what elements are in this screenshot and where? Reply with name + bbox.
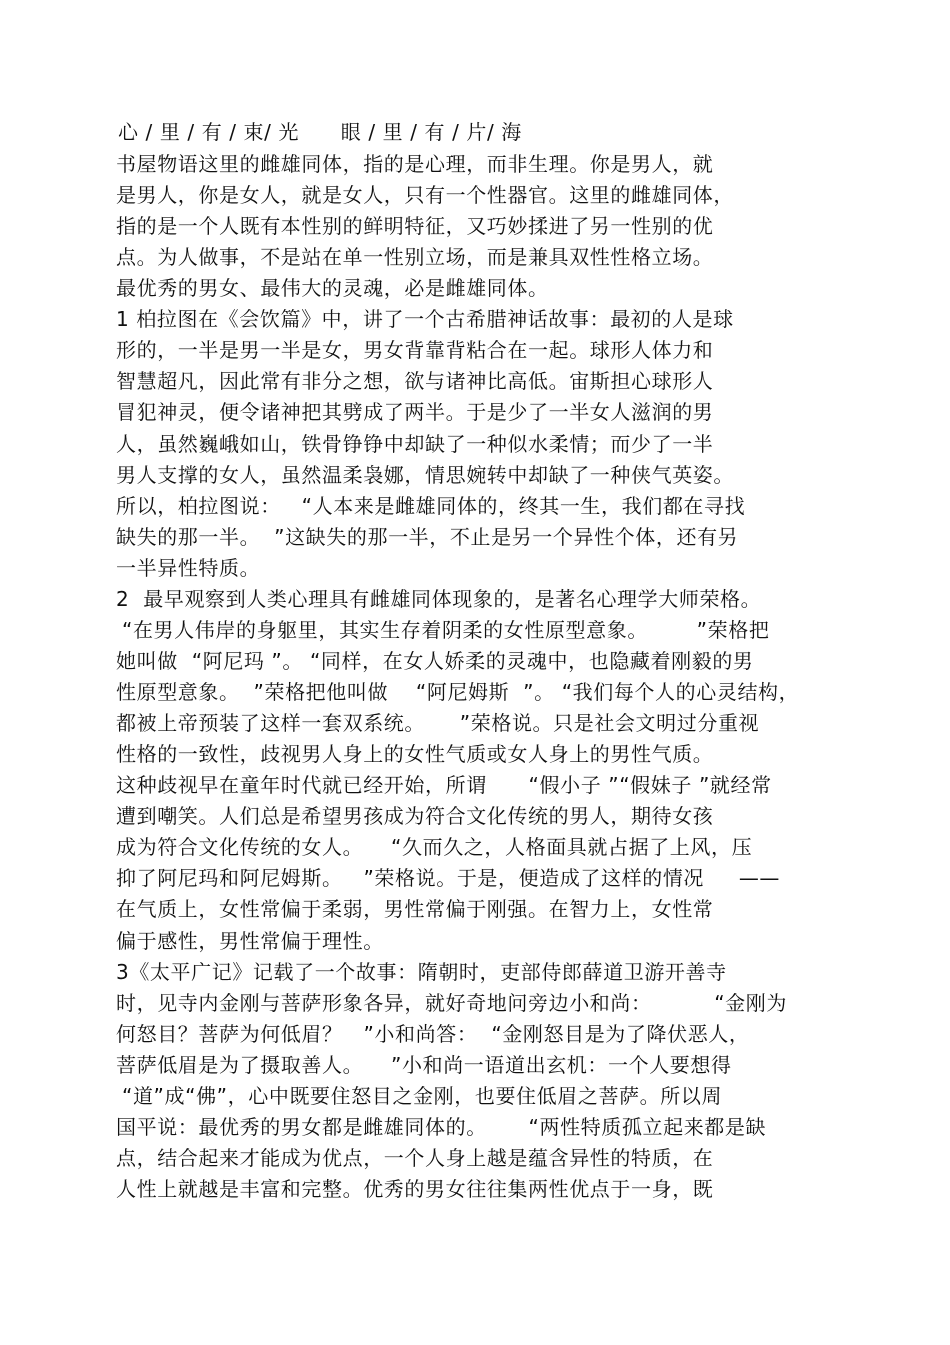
paragraph-line: 性格的一致性，歧视男人身上的女性气质或女人身上的男性气质。 (116, 742, 714, 766)
paragraph-line: 抑了阿尼玛和阿尼姆斯。 ”荣格说。于是，便造成了这样的情况 —— (116, 866, 781, 890)
paragraph-line: 男人支撑的女人，虽然温柔袅娜，情思婉转中却缺了一种侠气英姿。 (116, 463, 734, 487)
paragraph-line: 是男人，你是女人，就是女人，只有一个性器官。这里的雌雄同体， (116, 183, 734, 207)
paragraph-line: 都被上帝预装了这样一套双系统。 ”荣格说。只是社会文明过分重视 (116, 711, 760, 735)
document-title: 心 / 里 / 有 / 束/ 光 眼 / 里 / 有 / 片/ 海 (118, 120, 522, 144)
paragraph-line: 菩萨低眉是为了摄取善人。 ”小和尚一语道出玄机：一个人要想得 (116, 1053, 732, 1077)
paragraph-line: “道”成“佛”，心中既要住怒目之金刚，也要住低眉之菩萨。所以周 (122, 1084, 723, 1108)
paragraph-line: 2 最早观察到人类心理具有雌雄同体现象的，是著名心理学大师荣格。 (116, 587, 762, 611)
paragraph-line: 所以，柏拉图说： “人本来是雌雄同体的，终其一生，我们都在寻找 (116, 494, 746, 518)
paragraph-line: 智慧超凡，因此常有非分之想，欲与诸神比高低。宙斯担心球形人 (116, 369, 714, 393)
paragraph-line: 点，结合起来才能成为优点，一个人身上越是蕴含异性的特质，在 (116, 1146, 714, 1170)
paragraph-line: 书屋物语这里的雌雄同体，指的是心理，而非生理。你是男人，就 (116, 152, 714, 176)
paragraph-line: 时，见寺内金刚与菩萨形象各异，就好奇地问旁边小和尚： “金刚为 (116, 991, 787, 1015)
paragraph-line: 她叫做 “阿尼玛 ”。 “同样，在女人娇柔的灵魂中，也隐藏着刚毅的男 (116, 649, 754, 673)
paragraph-line: 性原型意象。 ”荣格把他叫做 “阿尼姆斯 ”。 “我们每个人的心灵结构， (116, 680, 800, 704)
paragraph-line: 最优秀的男女、最伟大的灵魂，必是雌雄同体。 (116, 276, 549, 300)
paragraph-line: 在气质上，女性常偏于柔弱，男性常偏于刚强。在智力上，女性常 (116, 897, 714, 921)
paragraph-line: “在男人伟岸的身躯里，其实生存着阴柔的女性原型意象。 ”荣格把 (122, 618, 770, 642)
paragraph-line: 指的是一个人既有本性别的鲜明特征，又巧妙揉进了另一性别的优 (116, 214, 714, 238)
paragraph-line: 何怒目？菩萨为何低眉？ ”小和尚答： “金刚怒目是为了降伏恶人， (116, 1022, 750, 1046)
paragraph-line: 形的，一半是男一半是女，男女背靠背粘合在一起。球形人体力和 (116, 338, 714, 362)
paragraph-line: 点。为人做事，不是站在单一性别立场，而是兼具双性性格立场。 (116, 245, 714, 269)
paragraph-line: 冒犯神灵，便令诸神把其劈成了两半。于是少了一半女人滋润的男 (116, 400, 714, 424)
paragraph-line: 遭到嘲笑。人们总是希望男孩成为符合文化传统的男人，期待女孩 (116, 804, 714, 828)
paragraph-line: 缺失的那一半。 ”这缺失的那一半，不止是另一个异性个体，还有另 (116, 525, 739, 549)
paragraph-line: 3《太平广记》记载了一个故事：隋朝时，吏部侍郎薛道卫游开善寺 (116, 960, 727, 984)
paragraph-line: 这种歧视早在童年时代就已经开始，所谓 “假小子 ”“假妹子 ”就经常 (116, 773, 772, 797)
paragraph-line: 国平说：最优秀的男女都是雌雄同体的。 “两性特质孤立起来都是缺 (116, 1115, 767, 1139)
paragraph-line: 成为符合文化传统的女人。 “久而久之，人格面具就占据了上风，压 (116, 835, 753, 859)
paragraph-line: 人性上就越是丰富和完整。优秀的男女往往集两性优点于一身，既 (116, 1177, 714, 1201)
paragraph-line: 人，虽然巍峨如山，铁骨铮铮中却缺了一种似水柔情；而少了一半 (116, 432, 714, 456)
paragraph-line: 一半异性特质。 (116, 556, 261, 580)
paragraph-line: 偏于感性，男性常偏于理性。 (116, 929, 384, 953)
paragraph-line: 1 柏拉图在《会饮篇》中，讲了一个古希腊神话故事：最初的人是球 (116, 307, 734, 331)
